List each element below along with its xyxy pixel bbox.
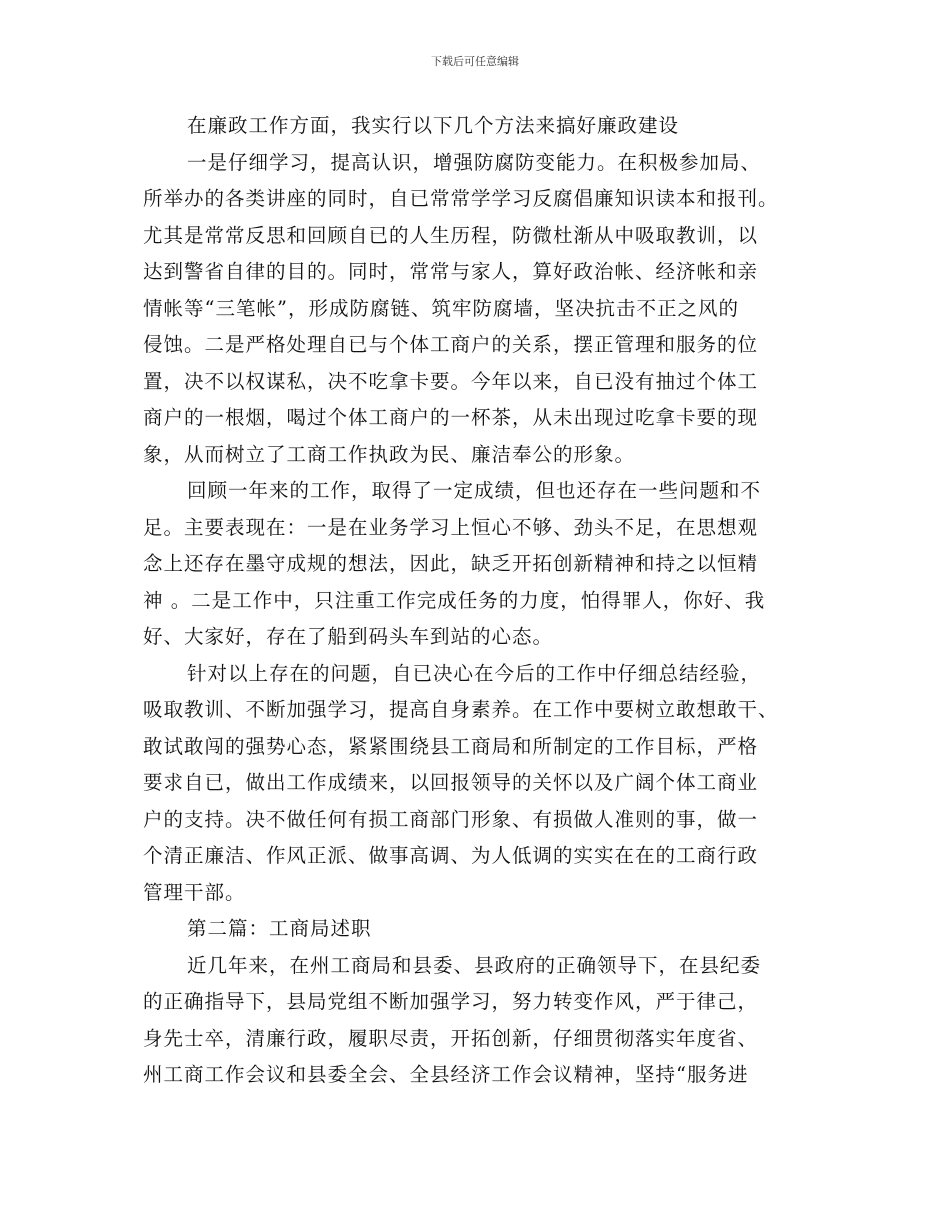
text-line: 足。主要表现在：一是在业务学习上恒心不够、劲头不足，在思想观 (143, 515, 759, 539)
text-line: 敢试敢闯的强势心态，紧紧围绕县工商局和所制定的工作目标，严格 (143, 734, 759, 758)
text-line: 念上还存在墨守成规的想法，因此，缺乏开拓创新精神和持之以恒精 (143, 552, 759, 575)
text-line: 神 。二是工作中，只注重工作完成任务的力度，怕得罪人，你好、我 (143, 588, 766, 612)
text-line: 一是仔细学习，提高认识，增强防腐防变能力。在积极参加局、 (187, 150, 762, 174)
text-line: 达到警省自律的目的。同时，常常与家人，算好政治帐、经济帐和亲 (143, 260, 759, 283)
text-line: 身先士卒，清廉行政，履职尽责，开拓创新，仔细贯彻落实年度省、 (143, 1026, 759, 1050)
text-line: 尤其是常常反思和回顾自已的人生历程，防微杜渐从中吸取教训，以 (143, 223, 759, 247)
text-line: 回顾一年来的工作，取得了一定成绩，但也还存在一些问题和不 (187, 479, 762, 502)
text-line: 侵蚀。二是严格处理自已与个体工商户的关系，摆正管理和服务的位 (143, 333, 759, 356)
text-line: 置，决不以权谋私，决不吃拿卡要。今年以来，自已没有抽过个体工 (143, 369, 759, 393)
text-line: 在廉政工作方面，我实行以下几个方法来搞好廉政建设 (187, 114, 680, 137)
text-line: 的正确指导下，县局党组不断加强学习，努力转变作风，严于律己， (143, 990, 759, 1013)
page-header: 下载后可任意编辑 (431, 55, 519, 68)
text-line: 好、大家好，存在了船到码头车到站的心态。 (143, 625, 554, 648)
text-line: 象，从而树立了工商工作执政为民、廉洁奉公的形象。 (143, 442, 636, 466)
text-line: 商户的一根烟，喝过个体工商户的一杯茶，从未出现过吃拿卡要的现 (143, 406, 759, 429)
text-line: 情帐等“三笔帐”，形成防腐链、筑牢防腐墙，坚决抗击不正之风的 (143, 296, 739, 320)
text-line: 所举办的各类讲座的同时，自已常常学学习反腐倡廉知识读本和报刊。 (143, 187, 779, 210)
text-line: 第二篇：工商局述职 (187, 917, 372, 940)
text-line: 个清正廉洁、作风正派、做事高调、为人低调的实实在在的工商行政 (143, 844, 759, 867)
text-line: 针对以上存在的问题，自已决心在今后的工作中仔细总结经验， (187, 661, 762, 685)
text-line: 吸取教训、不断加强学习，提高自身素养。在工作中要树立敢想敢干、 (143, 698, 779, 721)
text-line: 州工商工作会议和县委全会、全县经济工作会议精神，坚持“服务进 (143, 1063, 749, 1086)
text-line: 户的支持。决不做任何有损工商部门形象、有损做人准则的事，做一 (143, 807, 759, 831)
text-line: 要求自已，做出工作成绩来，以回报领导的关怀以及广阔个体工商业 (143, 771, 759, 794)
text-line: 近几年来，在州工商局和县委、县政府的正确领导下，在县纪委 (187, 953, 762, 977)
text-line: 管理干部。 (143, 880, 246, 904)
document-body (143, 108, 811, 1094)
